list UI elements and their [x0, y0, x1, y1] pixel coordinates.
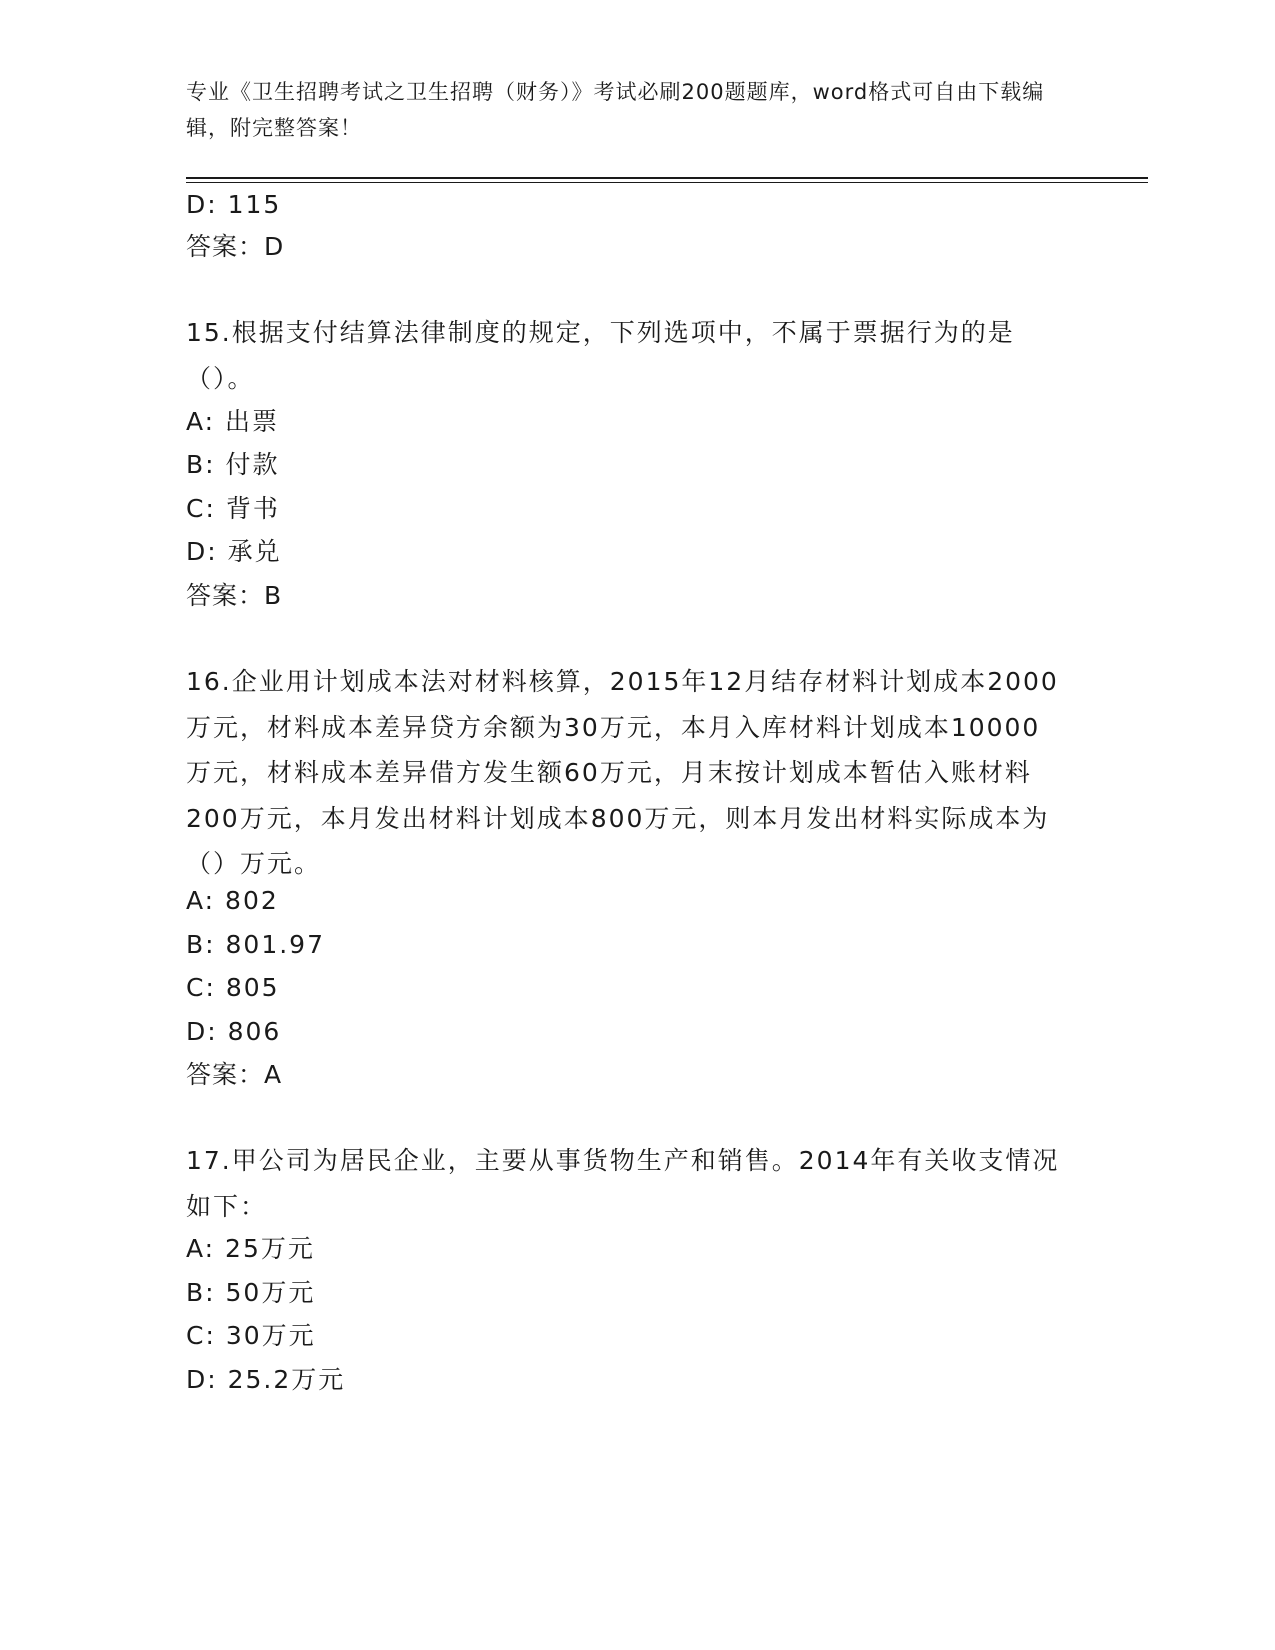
option-a: A: 出票: [186, 407, 280, 436]
answer-line: 答案：B: [186, 581, 283, 610]
header-divider-thin: [186, 182, 1148, 183]
option-b: B: 801.97: [186, 930, 325, 959]
option-d: D: 115: [186, 190, 282, 219]
option-a: A: 25万元: [186, 1234, 315, 1263]
option-a: A: 802: [186, 886, 279, 915]
option-c: C: 805: [186, 973, 280, 1002]
option-b: B: 付款: [186, 450, 280, 479]
option-c: C: 30万元: [186, 1321, 316, 1350]
answer-line: 答案：D: [186, 232, 285, 261]
option-c: C: 背书: [186, 494, 280, 523]
option-d: D: 806: [186, 1017, 282, 1046]
option-b: B: 50万元: [186, 1278, 316, 1307]
question-stem-16: 16.企业用计划成本法对材料核算，2015年12月结存材料计划成本2000万元，材料成本差异贷方余额为30万元，本月入库材料计划成本10000万元，材料成本差异借方发生额60万元，月末按计划成本暂估入账材料200万元，本月发出材料计划成本800万元，则本月发出材料实际成本为（）万元。: [186, 667, 1059, 878]
option-d: D: 承兑: [186, 537, 282, 566]
question-stem-15: 15.根据支付结算法律制度的规定，下列选项中，不属于票据行为的是（）。: [186, 318, 1015, 393]
question-stem-17: 17.甲公司为居民企业，主要从事货物生产和销售。2014年有关收支情况如下：: [186, 1146, 1060, 1221]
answer-line: 答案：A: [186, 1060, 283, 1089]
document-header: 专业《卫生招聘考试之卫生招聘（财务）》考试必刷200题题库，word格式可自由下载编辑，附完整答案！: [186, 80, 1045, 140]
option-d: D: 25.2万元: [186, 1365, 346, 1394]
header-divider-thick: [186, 177, 1148, 179]
